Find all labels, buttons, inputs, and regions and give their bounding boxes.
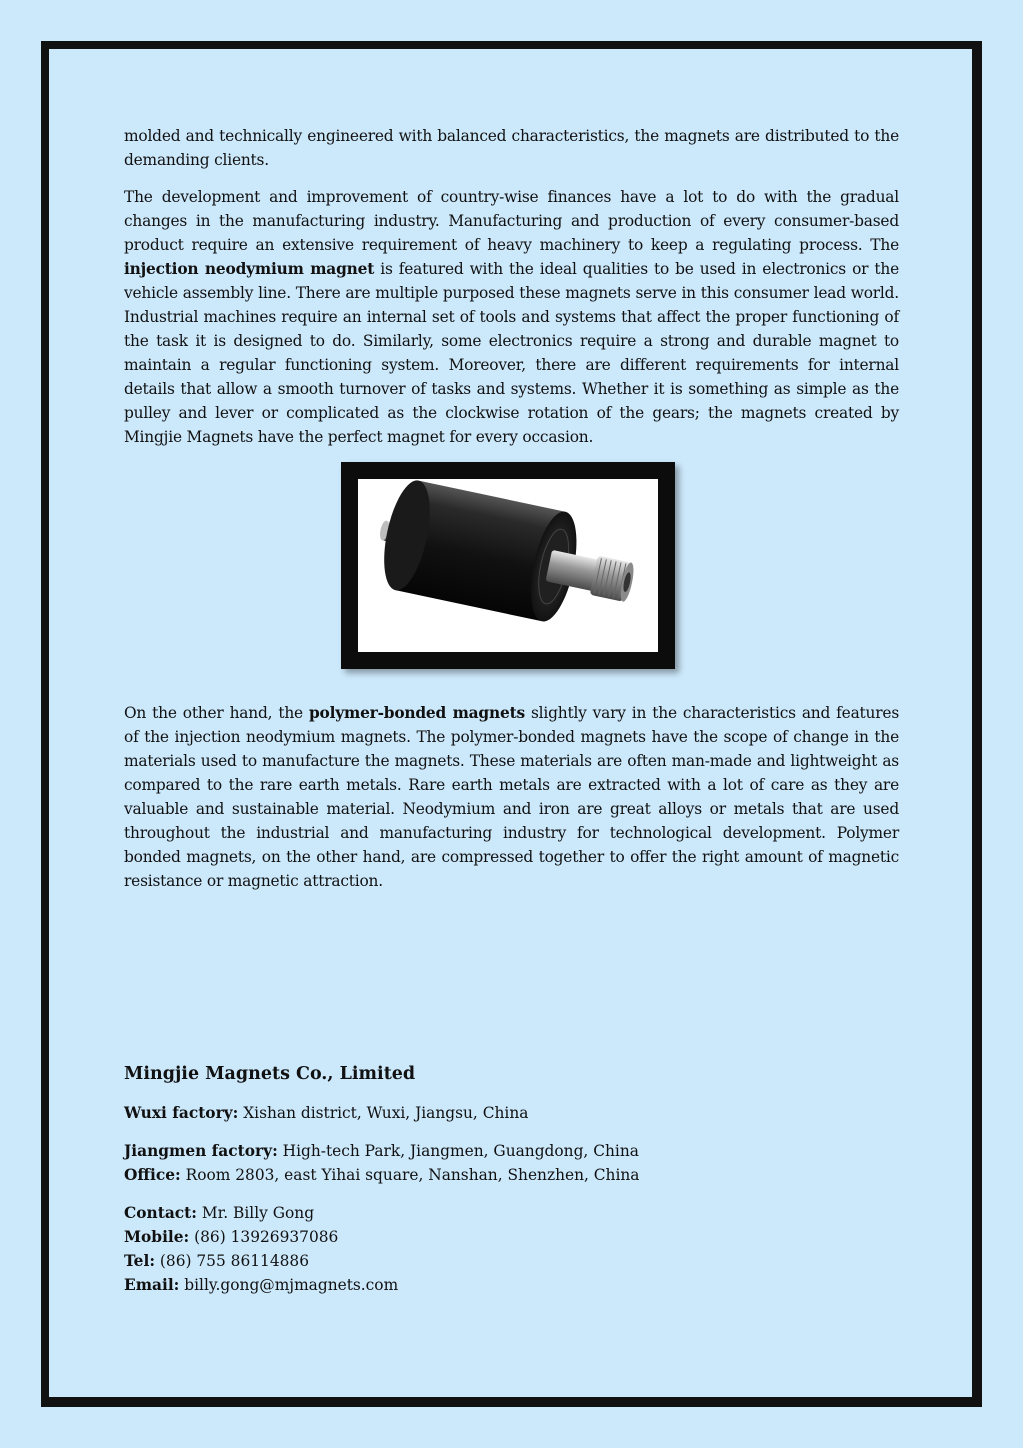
paragraph-polymer-bonded: On the other hand, the polymer-bonded magnets slightly vary in the characteristics and features of the injection neodymium magnets. The polymer-bonded magnets have the scope of change in the materials used to manufacture the magnets. These materials are often man-made and lightweight as compared to the rare earth metals. Rare earth metals are extracted with a lot of care as they are valuable and sustainable material. Neodymium and iron are great alloys or metals that are used throughout the industrial and manufacturing industry for technological development. Polymer bonded magnets, on the other hand, are compressed together to offer the right amount of magnetic resistance or magnetic attraction. — [124, 704, 900, 890]
contact-details-group — [124, 1201, 899, 1297]
office-line: Office: Room 2803, east Yihai square, Nanshan, Shenzhen, China — [124, 1166, 640, 1184]
cylindrical-magnet-illustration — [358, 479, 658, 652]
email-address: billy.gong@mjmagnets.com — [179, 1276, 399, 1294]
factory-office-group — [124, 1139, 899, 1187]
magnet-product-image — [341, 462, 675, 669]
contact-line: Contact: Mr. Billy Gong — [124, 1204, 315, 1222]
paragraph-intro-continuation: molded and technically engineered with balanced characteristics, the magnets are distributed to the demanding clients. — [124, 127, 899, 169]
wuxi-factory-line: Wuxi factory: Xishan district, Wuxi, Jiangsu, China — [124, 1104, 529, 1122]
mobile-line: Mobile: (86) 13926937086 — [124, 1228, 339, 1246]
tel-line: Tel: (86) 755 86114886 — [124, 1252, 309, 1270]
jiangmen-factory-line: Jiangmen factory: High-tech Park, Jiangmen, Guangdong, China — [124, 1142, 639, 1160]
term-polymer-bonded-magnets: polymer-bonded magnets — [308, 704, 525, 722]
document-body — [124, 124, 899, 906]
term-injection-neodymium-magnet: injection neodymium magnet — [124, 260, 375, 278]
figure-container — [124, 462, 899, 701]
paragraph-injection-magnet: The development and improvement of country-wise finances have a lot to do with the gradual changes in the manufacturing industry. Manufacturing and production of every consumer-based product require an extensive requirement of heavy machinery to keep a regulating process. The injection neodymium magnet is featured with the ideal qualities to be used in electronics or the vehicle assembly line. There are multiple purposed these magnets serve in this consumer lead world. Industrial machines require an internal set of tools and systems that affect the proper functioning of the task it is designed to do. Similarly, some electronics require a strong and durable magnet to maintain a regular functioning system. Moreover, there are different requirements for internal details that allow a smooth turnover of tasks and systems. Whether it is something as simple as the pulley and lever or complicated as the clockwise rotation of the gears; the magnets created by Mingjie Magnets have the perfect magnet for every occasion. — [124, 188, 899, 446]
contact-footer — [124, 1062, 899, 1311]
company-name: Mingjie Magnets Co., Limited — [124, 1064, 416, 1084]
email-line: Email: billy.gong@mjmagnets.com — [124, 1276, 399, 1294]
